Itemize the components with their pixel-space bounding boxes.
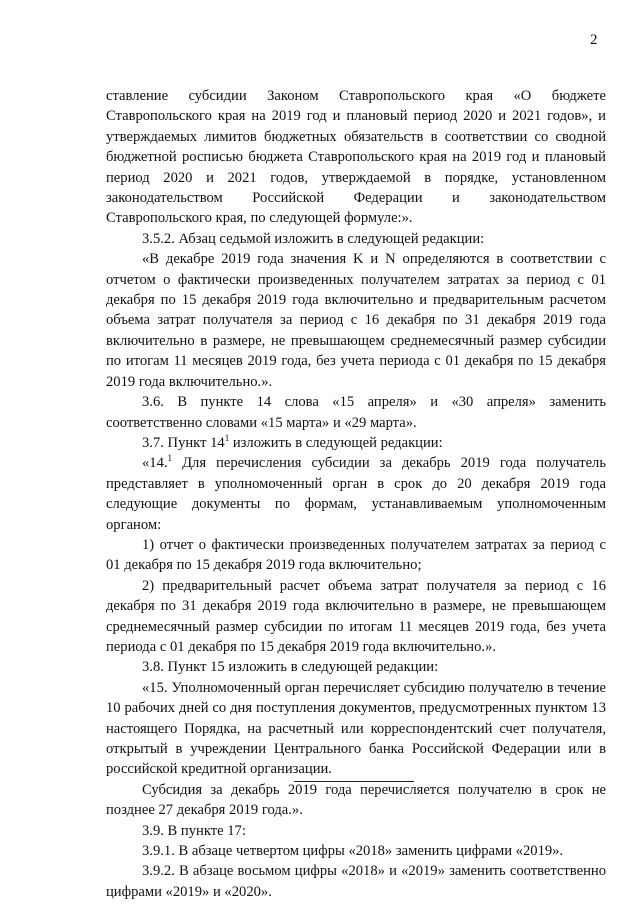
paragraph-14-1-start: «14. (142, 455, 168, 472)
paragraph-continuation: ставление субсидии Законом Ставропольского края «О бюджете Ставропольского края на 2019 год и плановый период 2020 и 2021 годов», и утверждаемых лимитов бюджетных обязательств в соответствии со сводной бюджетной росписью бюджета Ставропольского края на 2019 год и плановый период 2020 и 2021 годов, утверждаемой в порядке, установленном законодательством Российской Федерации и законодательством Ставропольского края, по следующей формуле:». (106, 88, 606, 227)
paragraph-15: «15. Уполномоченный орган перечисляет субсидию получателю в течение 10 рабочих дней со дня поступления документов, предусмотренных пунктом 13 настоящего Порядка, на расчетный или корреспондентский счет получателя, открытый в учреждении Центрального банка Российской Федерации или в российской кредитной организации. (106, 679, 606, 778)
paragraph-3-9: 3.9. В пункте 17: (142, 822, 246, 839)
paragraph-14-1 (106, 453, 606, 535)
list-item-1: 1) отчет о фактически произведенных получателем затратах за период с 01 декабря по 15 декабря 2019 года включительно; (106, 536, 606, 574)
paragraph-subsidy-december: Субсидия за декабрь 2019 года перечисляется получателю в срок не позднее 27 декабря 2019 года.». (106, 781, 606, 819)
paragraph-3-5-2: 3.5.2. Абзац седьмой изложить в следующей редакции: (142, 230, 485, 247)
superscript-1: 1 (167, 453, 173, 464)
paragraph-3-5-2-text: «В декабре 2019 года значения K и N определяются в соответствии с отчетом о фактически произведенных получателем затратах за период с 01 декабря по 15 декабря 2019 года включительно и предварительным расчетом объема затрат получателя за период с 16 декабря по 31 декабря 2019 года включительно в размере, не превышающем среднемесячный размер субсидии по итогам 11 месяцев 2019 года, без учета периода с 01 декабря по 15 декабря 2019 года включительно.». (106, 251, 606, 390)
paragraph-14-1-end: Для перечисления субсидии за декабрь 2019 года получатель представляет в уполномоченный орган в срок до 20 декабря 2019 года следующие документы по формам, устанавливаемым уполномоченным органом: (106, 455, 606, 533)
paragraph-3-9-1: 3.9.1. В абзаце четвертом цифры «2018» заменить цифрами «2019». (142, 843, 564, 860)
paragraph-3-8: 3.8. Пункт 15 изложить в следующей редакции: (142, 659, 439, 676)
paragraph-3-9-2: 3.9.2. В абзаце восьмом цифры «2018» и «2019» заменить соответственно цифрами «2019» и «2020». (106, 863, 606, 900)
superscript-1: 1 (224, 433, 230, 444)
document-body (106, 86, 606, 902)
page-number: 2 (590, 32, 598, 48)
paragraph-3-7-start: 3.7. Пункт 14 (142, 434, 225, 451)
closing-divider (294, 781, 414, 782)
paragraph-3-7 (106, 433, 606, 453)
paragraph-3-6: 3.6. В пункте 14 слова «15 апреля» и «30 апреля» заменить соответственно словами «15 марта» и «29 марта». (106, 394, 606, 431)
paragraph-3-7-end: изложить в следующей редакции: (229, 434, 443, 451)
list-item-2: 2) предварительный расчет объема затрат получателя за период с 16 декабря по 31 декабря 2019 года включительно в размере, не превышающем среднемесячный размер субсидии по итогам 11 месяцев 2019 года, без учета периода с 01 декабря по 15 декабря 2019 года включительно.». (106, 577, 606, 655)
